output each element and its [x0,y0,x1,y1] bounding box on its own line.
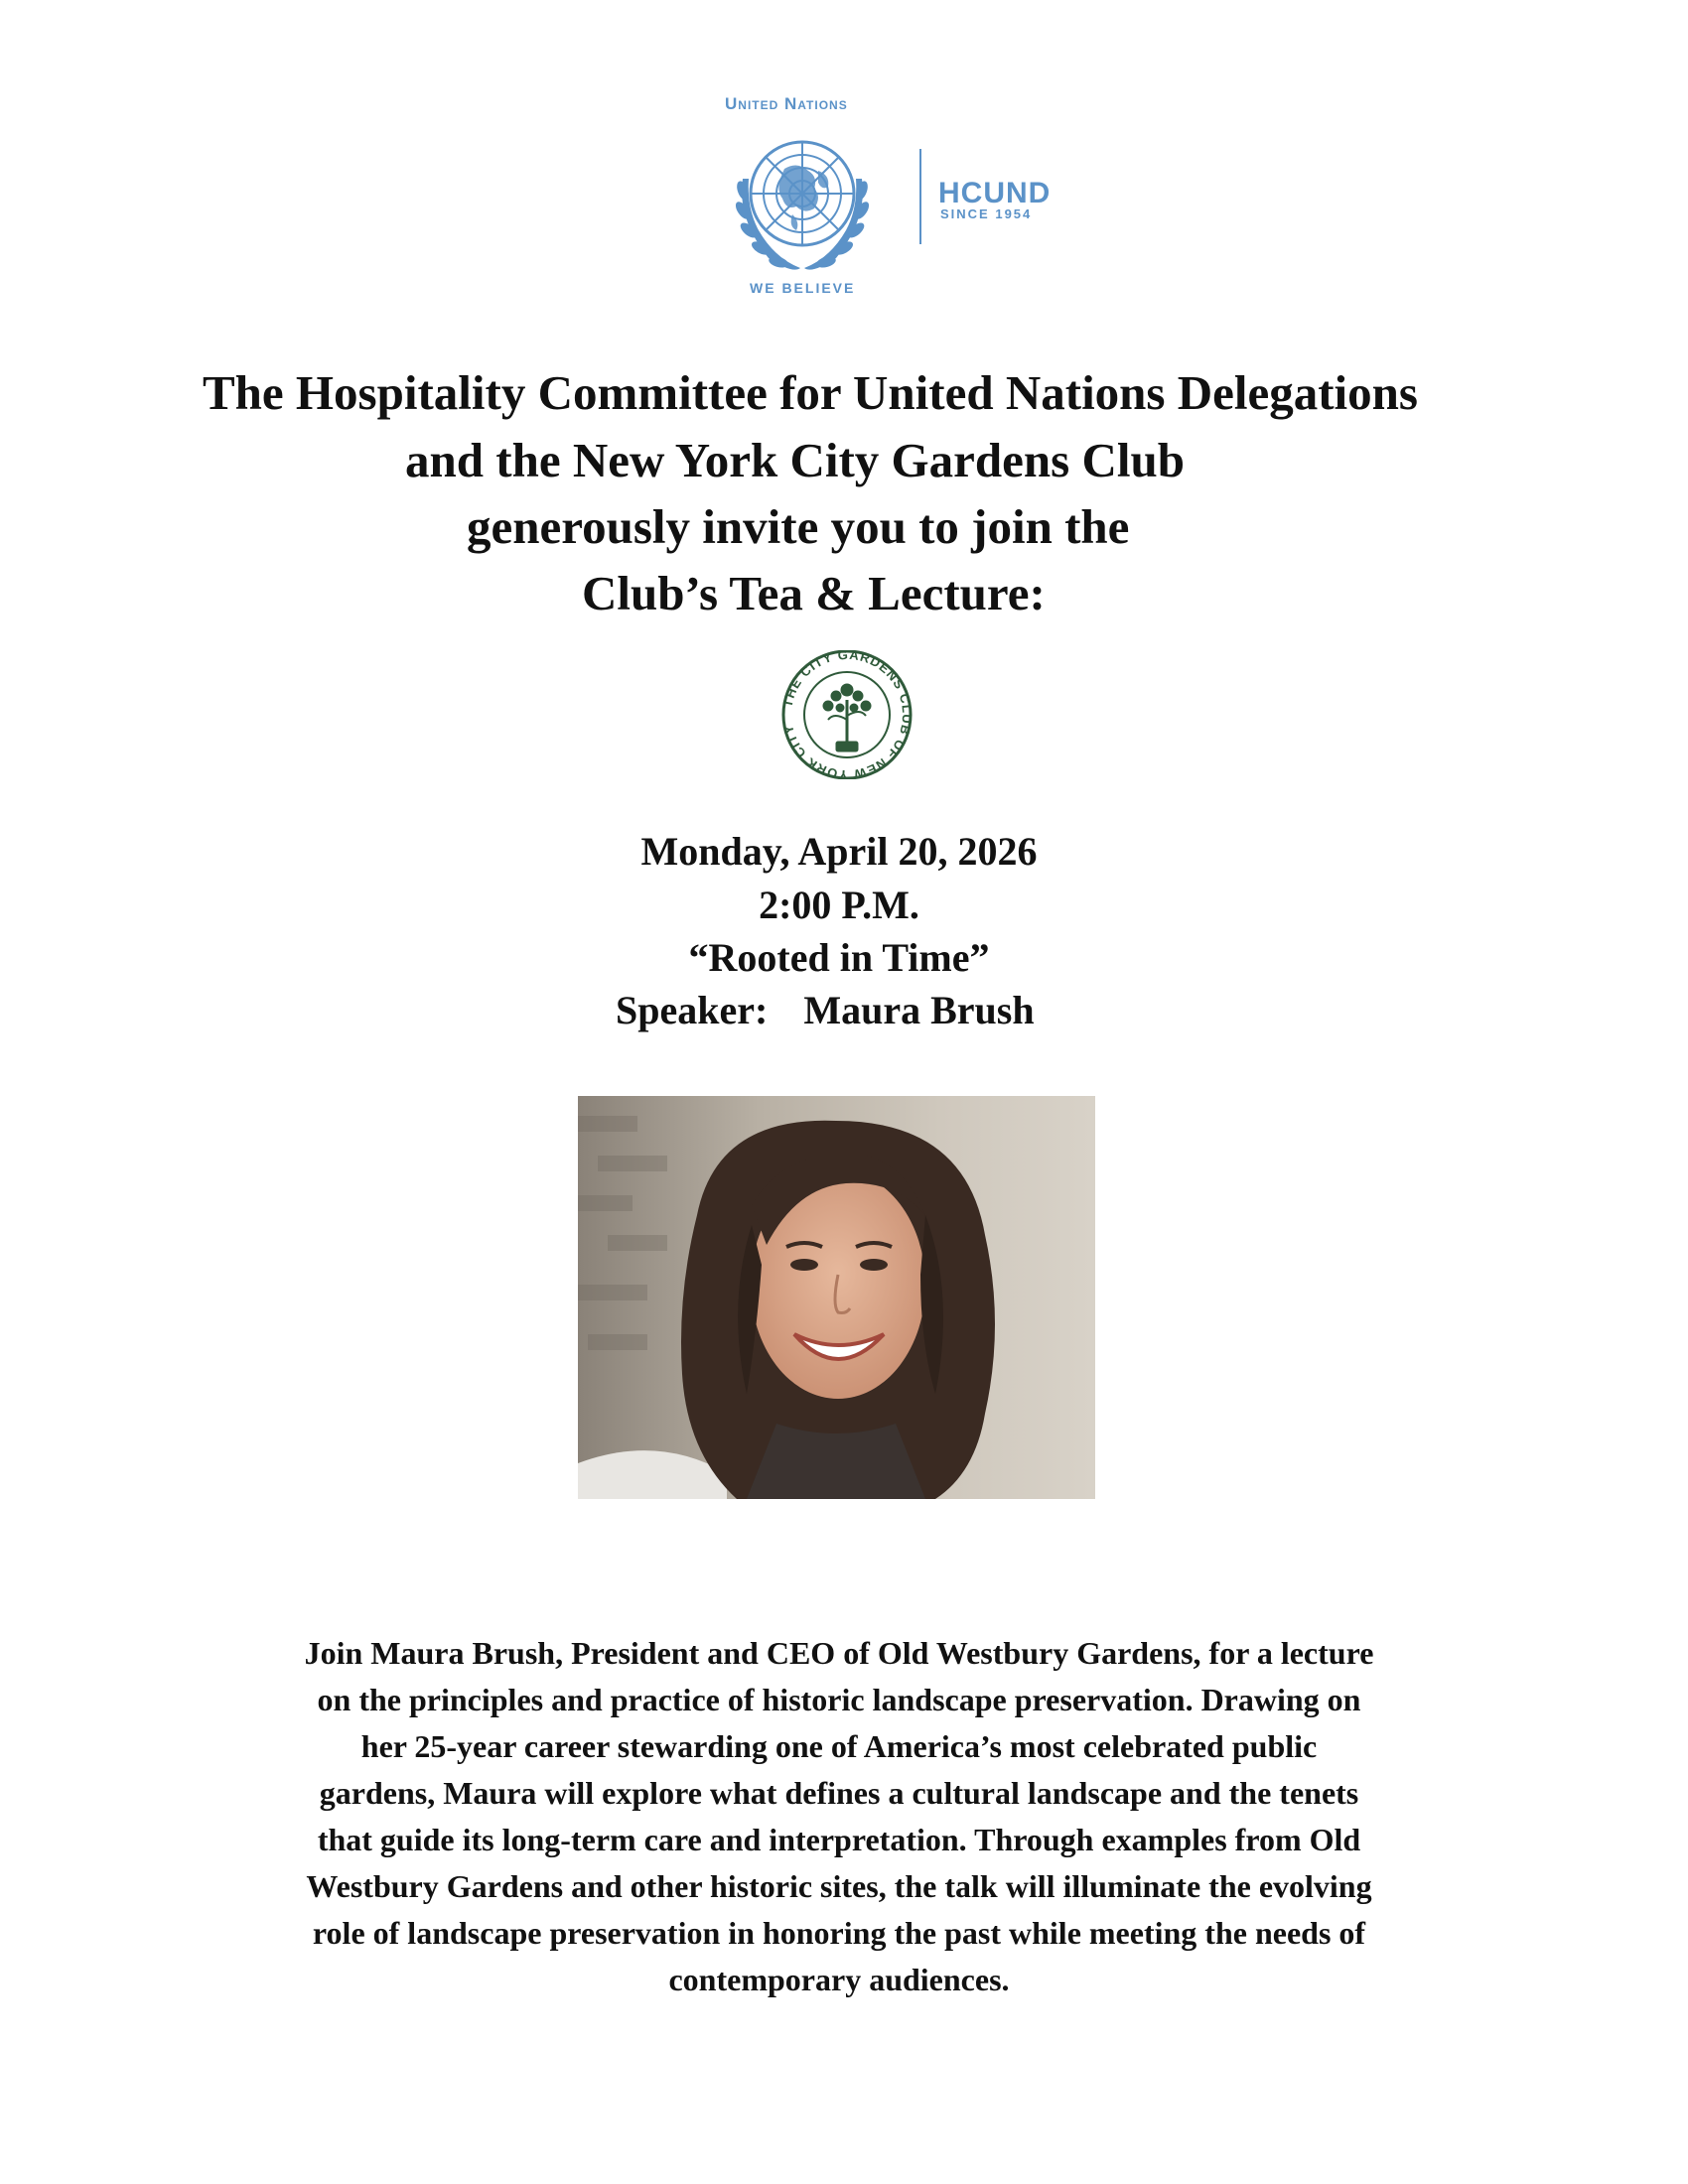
event-time: 2:00 P.M. [759,883,919,927]
speaker-portrait-photo [578,1096,1095,1499]
description-line-6: Westbury Gardens and other historic sites, the talk will illuminate the evolving [306,1868,1372,1904]
description-line-7: role of landscape preservation in honoring the past while meeting the needs of [312,1915,1366,1951]
speaker-name: Maura Brush [803,988,1035,1032]
un-emblem-icon [723,119,882,278]
lecture-title: “Rooted in Time” [688,935,990,980]
hcund-since: SINCE 1954 [940,206,1033,221]
club-seal-icon [743,650,951,779]
description-line-8: contemporary audiences. [668,1962,1010,1997]
hcund-name: HCUND [938,177,1052,209]
gardens-club-seal [743,650,951,779]
description-line-2: on the principles and practice of historic landscape preservation. Drawing on [317,1682,1361,1717]
un-logo-top-text: United Nations [725,94,848,113]
event-date: Monday, April 20, 2026 [640,829,1038,874]
invitation-heading-line-1: The Hospitality Committee for United Nations Delegations [203,365,1418,420]
description-line-3: her 25-year career stewarding one of America’s most celebrated public [360,1728,1318,1764]
description-line-4: gardens, Maura will explore what defines a cultural landscape and the tenets [319,1775,1359,1811]
un-hcund-logo [695,89,1072,308]
speaker-line [616,988,1035,1032]
club-seal-ring-text: THE CITY GARDENS CLUB OF NEW YORK CITY [779,650,915,779]
speaker-photo [578,1096,1095,1499]
un-logo-bottom-text: WE BELIEVE [750,280,856,296]
invitation-heading-line-3: generously invite you to join the [467,499,1130,554]
invitation-heading-line-4: Club’s Tea & Lecture: [582,566,1046,620]
speaker-label: Speaker: [616,988,769,1032]
logo-divider [919,149,921,244]
invitation-heading-line-2: and the New York City Gardens Club [405,433,1185,487]
description-line-5: that guide its long-term care and interpretation. Through examples from Old [317,1822,1361,1857]
description-line-1: Join Maura Brush, President and CEO of Old Westbury Gardens, for a lecture [304,1635,1374,1671]
